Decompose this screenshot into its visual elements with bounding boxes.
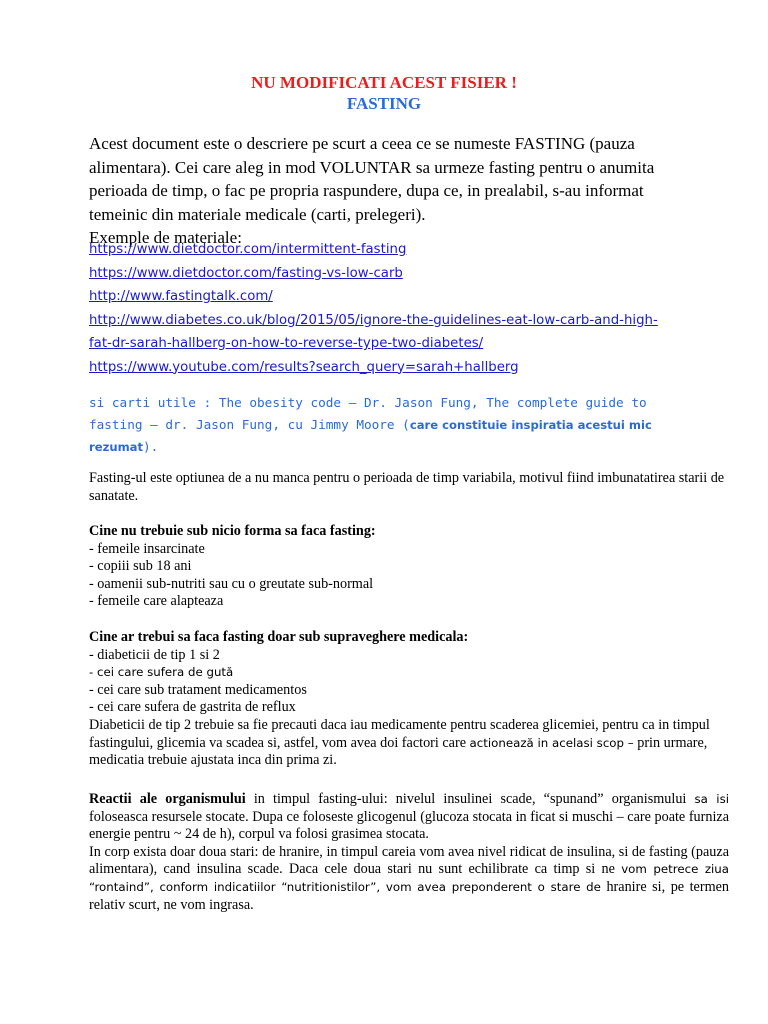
reactions-text-alt: sa isi [694,792,729,806]
reactions-p2-text: In corp exista doar doua stari: de hranire, in timpul careia vom avea nivel ridicat de insulina, si de fasting (pauza alimentara), cand insulina scade. Daca cele doua stari nu sunt echilibrate ca timp si ne [89,843,729,878]
reactions-heading: Reactii ale organismului [89,791,246,807]
section-supervised [89,629,729,770]
document-title: FASTING [346,94,422,113]
links-list [89,238,729,379]
link-youtube-search[interactable]: https://www.youtube.com/results?search_query=sarah+hallberg [89,359,519,375]
books-note [89,392,689,458]
list-item: - cei care sufera de gută [89,665,234,680]
books-text: si carti utile : The obesity code – Dr. Jason Fung, The complete guide to fasting – dr. Jason Fung, cu Jimmy Moore ( [89,395,647,432]
examples-label: Exemple de materiale: [89,228,242,247]
list-item: - cei care sufera de gastrita de reflux [89,699,296,716]
list-item: - diabeticii de tip 1 si 2 [89,646,220,663]
definition-paragraph [89,470,729,505]
list-item: - copiii sub 18 ani [89,558,192,575]
diabetes-note-text: Diabeticii de tip 2 trebuie sa fie precauti daca iau medicamente pentru scaderea glicemiei, pentru ca in timpul fastingului, glicemia va scadea si, astfel, vom avea doi factori care [89,716,710,751]
reactions-paragraph-2 [89,844,729,914]
section-supervised-heading: Cine ar trebui sa faca fasting doar sub supraveghere medicala: [89,629,469,645]
intro-block [89,132,689,250]
link-fastingtalk[interactable]: http://www.fastingtalk.com/ [89,289,273,304]
definition-text: Fasting-ul este optiunea de a nu manca pentru o perioada de timp variabila, motivul fiind imbunatatirea starii de sanatate. [89,470,725,504]
books-text-end: ). [143,439,159,454]
books-bold-text: care constituie inspiratia acestui mic rezumat [89,418,652,454]
reactions-text: in timpul fasting-ului: nivelul insulinei scade, “spunand” organismului [245,791,695,807]
link-diabetes-blog-continued[interactable]: fat-dr-sarah-hallberg-on-how-to-reverse-type-two-diabetes/ [89,336,484,351]
diabetes-note [89,717,729,770]
diabetes-note-text-alt: actionează in acelasi scop – [469,735,634,750]
section-reactions [89,791,729,914]
list-item: - cei care sub tratament medicamentos [89,681,307,698]
list-item: - femeile insarcinate [89,540,205,557]
reactions-paragraph-1 [89,791,729,844]
reactions-p2-text-end: hranire si, pe termen relativ scurt, ne vom ingrasa. [89,878,730,913]
link-dietdoctor-intermittent[interactable]: https://www.dietdoctor.com/intermittent-fasting [89,242,407,257]
link-diabetes-blog[interactable]: http://www.diabetes.co.uk/blog/2015/05/ignore-the-guidelines-eat-low-carb-and-high- [89,312,658,328]
section-never [89,523,729,611]
list-item: - femeile care alapteaza [89,593,224,610]
reactions-p2-text-alt: vom petrece ziua “rontaind”, conform indicatiilor “nutritionistilor”, vom avea preponderent o stare de [89,862,729,894]
section-never-heading: Cine nu trebuie sub nicio forma sa faca fasting: [89,523,376,539]
warning-title: NU MODIFICATI ACEST FISIER ! [251,73,517,92]
list-item: - oamenii sub-nutriti sau cu o greutate sub-normal [89,575,374,592]
diabetes-note-text-end: prin urmare, medicatia trebuie ajustata inca din prima zi. [89,734,708,769]
intro-paragraph: Acest document este o descriere pe scurt a ceea ce se numeste FASTING (pauza alimentara). Cei care aleg in mod VOLUNTAR sa urmeze fasting pentru o anumita perioada de timp, o fac pe propria raspundere, dupa ce, in prealabil, s-au informat temeinic din materiale medicale (carti, prelegeri). [89,134,655,224]
reactions-text-end: foloseasca resursele stocate. Dupa ce foloseste glicogenul (glucoza stocata in ficat si muschi – care poate furniza energie pentru ~ 24 de h), corpul va folosi grasimea stocata. [89,808,729,843]
link-dietdoctor-low-carb[interactable]: https://www.dietdoctor.com/fasting-vs-low-carb [89,265,403,281]
